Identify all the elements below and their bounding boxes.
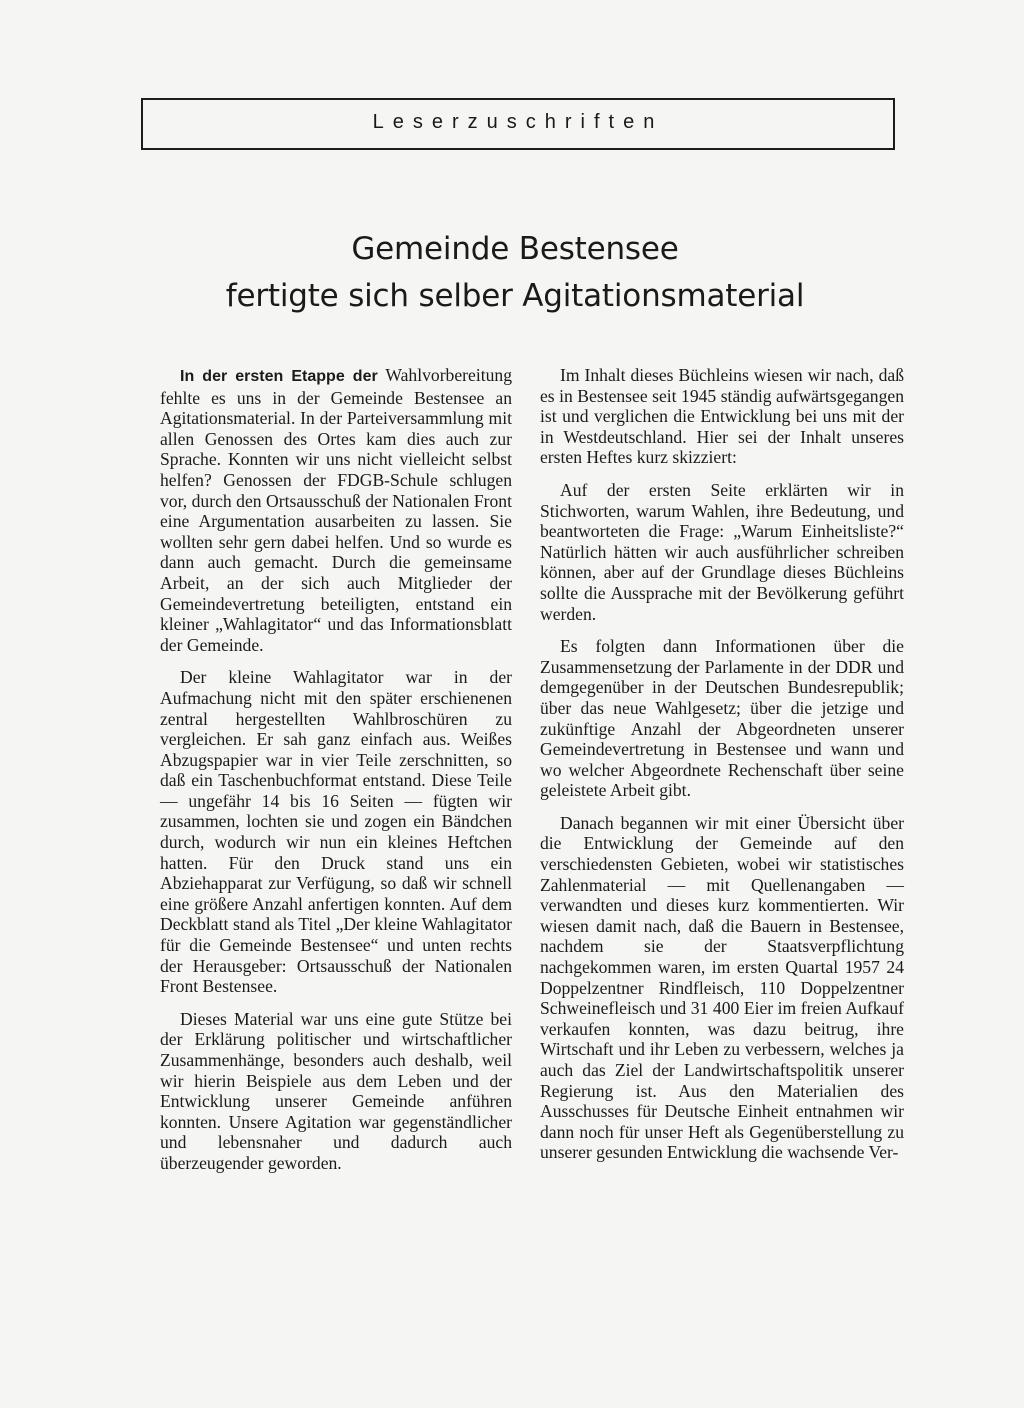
paragraph: Im Inhalt dieses Büchleins wiesen wir nach, daß es in Bestensee seit 1945 ständig aufwärtsgegangen ist und verglichen die Entwicklung bei uns mit der in Westdeutschland. Hier sei der Inhalt unseres ersten Heftes kurz skizziert: xyxy=(540,365,904,468)
paragraph xyxy=(160,365,512,655)
paragraph: Es folgten dann Informationen über die Zusammensetzung der Parlamente in der DDR und demgegenüber in der Deutschen Bundesrepublik; über das neue Wahlgesetz; über die jetzige und zukünftige Anzahl der Abgeordneten unserer Gemeindevertretung in Bestensee und wann und wo welcher Abgeordnete Rechenschaft über seine geleistete Arbeit gibt. xyxy=(540,636,904,801)
headline-line-2: fertigte sich selber Agitationsmaterial xyxy=(225,278,805,314)
lead-in: In der ersten Etappe der xyxy=(180,368,378,385)
paragraph: Auf der ersten Seite erklärten wir in Stichworten, warum Wahlen, ihre Bedeutung, und beantworteten die Frage: „Warum Einheitsliste?“ Natürlich hätten wir auch ausführlicher schreiben können, aber auf der Grundlage dieses Büchleins sollte die Aussprache mit der Bevölkerung geführt werden. xyxy=(540,479,904,624)
right-column xyxy=(540,365,904,1175)
left-column xyxy=(160,365,512,1186)
paragraph-text: Wahlvorbereitung fehlte es uns in der Gemeinde Bestensee an Agitationsmaterial. In der Parteiversammlung mit allen Genossen des Ortes kam dies auch zur Sprache. Konnten wir uns nicht vielleicht selbst helfen? Genossen der FDGB-Schule schlugen vor, durch den Ortsausschuß der Nationalen Front eine Argumentation ausarbeiten zu lassen. Sie wollten sehr gern dabei helfen. Und so wurde es dann auch gemacht. Durch die gemeinsame Arbeit, an der sich auch Mitglieder der Gemeindevertretung beteiligten, entstand ein kleiner „Wahlagitator“ und das Informationsblatt der Gemeinde. xyxy=(160,365,512,655)
paragraph: Der kleine Wahlagitator war in der Aufmachung nicht mit den später erschienenen zentral hergestellten Wahlbroschüren zu vergleichen. Er sah ganz einfach aus. Weißes Abzugspapier war in vier Teile zerschnitten, so daß ein Taschenbuchformat entstand. Diese Teile — ungefähr 14 bis 16 Seiten — fügten wir zusammen, lochten sie und zogen ein Bändchen durch, wodurch wir nun ein kleines Heftchen hatten. Für den Druck stand uns ein Abziehapparat zur Verfügung, so daß wir schnell eine größere Anzahl anfertigen konnten. Auf dem Deckblatt stand als Titel „Der kleine Wahlagitator für die Gemeinde Bestensee“ und unten rechts der Herausgeber: Ortsausschuß der Nationalen Front Bestensee. xyxy=(160,667,512,997)
section-label: Leserzuschriften xyxy=(372,111,664,133)
paragraph: Dieses Material war uns eine gute Stütze bei der Erklärung politischer und wirtschaftlicher Zusammenhänge, besonders auch deshalb, weil wir hierin Beispiele aus dem Leben und der Entwicklung unserer Gemeinde anführen konnten. Unsere Agitation war gegenständlicher und lebensnaher und dadurch auch überzeugender geworden. xyxy=(160,1008,512,1173)
section-header-box xyxy=(141,98,895,150)
article-headline xyxy=(150,226,880,320)
headline-line-1: Gemeinde Bestensee xyxy=(351,231,679,267)
paragraph: Danach begannen wir mit einer Übersicht über die Entwicklung der Gemeinde auf den verschiedensten Gebieten, wobei wir statistisches Zahlenmaterial — mit Quellenangaben — verwandten und dieses kurz kommentierten. Wir wiesen damit nach, daß die Bauern in Bestensee, nachdem sie der Staatsverpflichtung nachgekommen waren, im ersten Quartal 1957 24 Doppelzentner Rindfleisch, 110 Doppelzentner Schweinefleisch und 31 400 Eier im freien Aufkauf verkaufen konnten, was dazu beitrug, ihre Wirtschaft und ihr Leben zu verbessern, welches ja auch das Ziel der Landwirtschaftspolitik unserer Regierung ist. Aus den Materialien des Ausschusses für Deutsche Einheit entnahmen wir dann noch für unser Heft als Gegenüberstellung zu unserer gesunden Entwicklung die wachsende Ver- xyxy=(540,812,904,1163)
